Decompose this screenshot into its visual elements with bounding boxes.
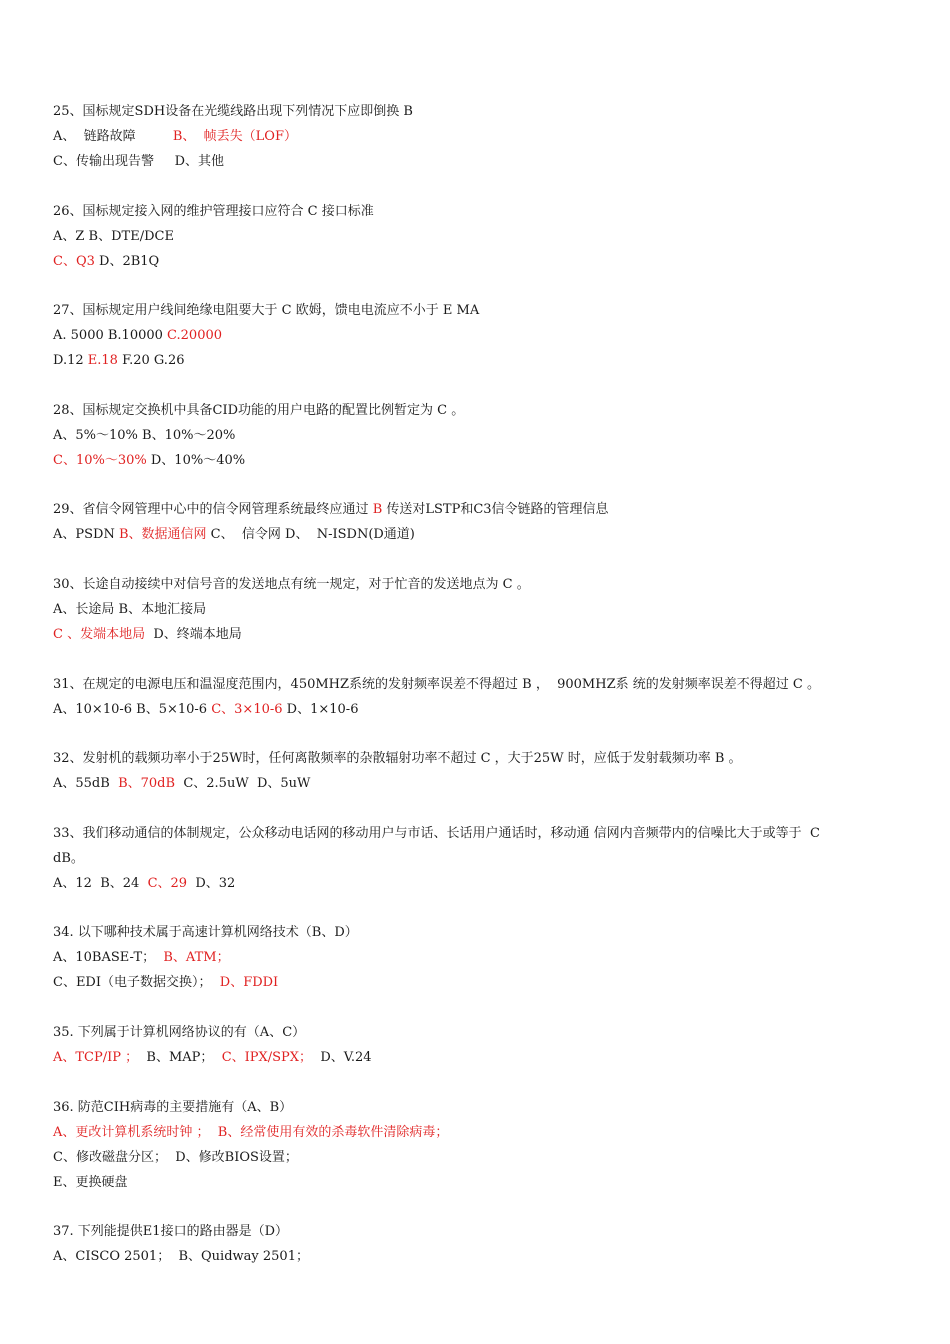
text-segment: C、2.5uW D、5uW xyxy=(175,776,311,791)
question-text xyxy=(53,1219,910,1244)
answer-options-line xyxy=(53,1170,910,1195)
text-segment: A、PSDN xyxy=(53,527,119,542)
text-segment: D.12 xyxy=(53,353,88,368)
text-segment: C、传输出现告警 D、其他 xyxy=(53,154,225,169)
question-text xyxy=(53,821,910,846)
answer-options-line xyxy=(53,622,910,647)
text-segment: D、终端本地局 xyxy=(145,627,242,642)
answer-options-line xyxy=(53,249,910,274)
answer-options-line xyxy=(53,423,910,448)
text-segment: 33、我们移动通信的体制规定，公众移动电话网的移动用户与市话、长话用户通话时，移动通 信网内音频带内的信噪比大于或等于 C xyxy=(53,826,820,841)
question-block xyxy=(53,572,910,647)
text-segment: B、MAP； xyxy=(138,1050,222,1065)
question-text xyxy=(53,920,910,945)
text-segment: 36. 防范CIH病毒的主要措施有（A、B） xyxy=(53,1100,293,1115)
text-segment: D、10%～40% xyxy=(146,453,246,468)
question-block xyxy=(53,920,910,995)
highlighted-answer: A、更改计算机系统时钟 ； B、经常使用有效的杀毒软件清除病毒； xyxy=(53,1125,449,1140)
text-segment: 28、国标规定交换机中具备CID功能的用户电路的配置比例暂定为 C 。 xyxy=(53,403,465,418)
highlighted-answer: C、IPX/SPX； xyxy=(221,1050,313,1065)
text-segment: 34. 以下哪种技术属于高速计算机网络技术（B、D） xyxy=(53,925,358,940)
highlighted-answer: D、FDDI xyxy=(219,975,279,990)
text-segment: A、5%～10% B、10%～20% xyxy=(53,428,236,443)
text-segment: C、EDI（电子数据交换）； xyxy=(53,975,220,990)
text-segment: A、10×10-6 B、5×10-6 xyxy=(53,702,212,717)
question-text xyxy=(53,99,910,124)
question-block xyxy=(53,1020,910,1070)
question-block xyxy=(53,1219,910,1269)
text-segment: dB。 xyxy=(53,851,84,866)
question-text xyxy=(53,1095,910,1120)
text-segment: 29、省信令网管理中心中的信令网管理系统最终应通过 xyxy=(53,502,373,517)
question-text xyxy=(53,199,910,224)
text-segment: A、12 B、24 xyxy=(53,876,148,891)
highlighted-answer: C、29 xyxy=(147,876,188,891)
question-block xyxy=(53,497,910,547)
answer-options-line xyxy=(53,1045,910,1070)
highlighted-answer: C、Q3 xyxy=(53,254,95,269)
highlighted-answer: B、数据通信网 xyxy=(118,527,207,542)
answer-options-line xyxy=(53,1244,910,1269)
text-segment: 25、国标规定SDH设备在光缆线路出现下列情况下应即倒换 B xyxy=(53,104,413,119)
highlighted-answer: E.18 xyxy=(87,353,118,368)
text-segment: 传送对LSTP和C3信令链路的管理信息 xyxy=(382,502,609,517)
highlighted-answer: B xyxy=(372,502,383,517)
text-segment: A、10BASE-T； xyxy=(53,950,164,965)
answer-options-line xyxy=(53,771,910,796)
text-segment: A、长途局 B、本地汇接局 xyxy=(53,602,207,617)
text-segment: A、 链路故障 xyxy=(53,129,173,144)
answer-options-line xyxy=(53,224,910,249)
question-text xyxy=(53,497,910,522)
highlighted-answer: B、 帧丢失（LOF） xyxy=(172,129,297,144)
answer-options-line xyxy=(53,945,910,970)
question-block xyxy=(53,398,910,473)
question-block xyxy=(53,821,910,896)
text-segment: C、 信令网 D、 N-ISDN(D通道) xyxy=(206,527,415,542)
question-text xyxy=(53,572,910,597)
text-segment: D、2B1Q xyxy=(94,254,160,269)
highlighted-answer: B、ATM； xyxy=(163,950,230,965)
question-text xyxy=(53,746,910,771)
question-text xyxy=(53,1020,910,1045)
highlighted-answer: C 、发端本地局 xyxy=(53,627,146,642)
question-block xyxy=(53,746,910,796)
text-segment: E、更换硬盘 xyxy=(53,1175,128,1190)
answer-options-line xyxy=(53,522,910,547)
question-text xyxy=(53,398,910,423)
answer-options-line xyxy=(53,124,910,149)
text-segment: A、CISCO 2501； B、Quidway 2501； xyxy=(53,1249,309,1264)
answer-options-line xyxy=(53,1120,910,1145)
answer-options-line xyxy=(53,871,910,896)
answer-options-line xyxy=(53,323,910,348)
question-block xyxy=(53,1095,910,1195)
text-segment: 31、在规定的电源电压和温湿度范围内，450MHZ系统的发射频率误差不得超过 B ， 900MHZ系 统的发射频率误差不得超过 C 。 xyxy=(53,677,820,692)
text-segment: 37. 下列能提供E1接口的路由器是（D） xyxy=(53,1224,288,1239)
text-segment: A、55dB xyxy=(53,776,119,791)
text-segment: A、Z B、DTE/DCE xyxy=(53,229,174,244)
text-segment: D、V.24 xyxy=(312,1050,372,1065)
answer-options-line xyxy=(53,697,910,722)
text-segment: A. 5000 B.10000 xyxy=(53,328,168,343)
highlighted-answer: B、70dB xyxy=(118,776,176,791)
text-segment: F.20 G.26 xyxy=(117,353,185,368)
text-segment: 32、发射机的载频功率小于25W时，任何离散频率的杂散辐射功率不超过 C ，大于25W 时，应低于发射载频功率 B 。 xyxy=(53,751,742,766)
question-block xyxy=(53,99,910,174)
question-block xyxy=(53,672,910,722)
highlighted-answer: C、3×10-6 xyxy=(211,702,283,717)
text-segment: 26、国标规定接入网的维护管理接口应符合 C 接口标准 xyxy=(53,204,374,219)
answer-options-line xyxy=(53,448,910,473)
text-segment: 35. 下列属于计算机网络协议的有（A、C） xyxy=(53,1025,306,1040)
highlighted-answer: C.20000 xyxy=(167,328,223,343)
highlighted-answer: A、TCP/IP ； xyxy=(53,1050,139,1065)
text-segment: D、32 xyxy=(187,876,236,891)
answer-options-line xyxy=(53,1145,910,1170)
question-text xyxy=(53,672,910,697)
answer-options-line xyxy=(53,348,910,373)
answer-options-line xyxy=(53,597,910,622)
text-segment: D、1×10-6 xyxy=(282,702,359,717)
answer-options-line xyxy=(53,149,910,174)
question-block xyxy=(53,298,910,373)
answer-options-line xyxy=(53,970,910,995)
question-block xyxy=(53,199,910,274)
answer-options-line xyxy=(53,846,910,871)
text-segment: 30、长途自动接续中对信号音的发送地点有统一规定，对于忙音的发送地点为 C 。 xyxy=(53,577,530,592)
text-segment: 27、国标规定用户线间绝缘电阻要大于 C 欧姆，馈电电流应不小于 E MA xyxy=(53,303,480,318)
question-text xyxy=(53,298,910,323)
highlighted-answer: C、10%～30% xyxy=(53,453,147,468)
text-segment: C、修改磁盘分区； D、修改BIOS设置； xyxy=(53,1150,298,1165)
